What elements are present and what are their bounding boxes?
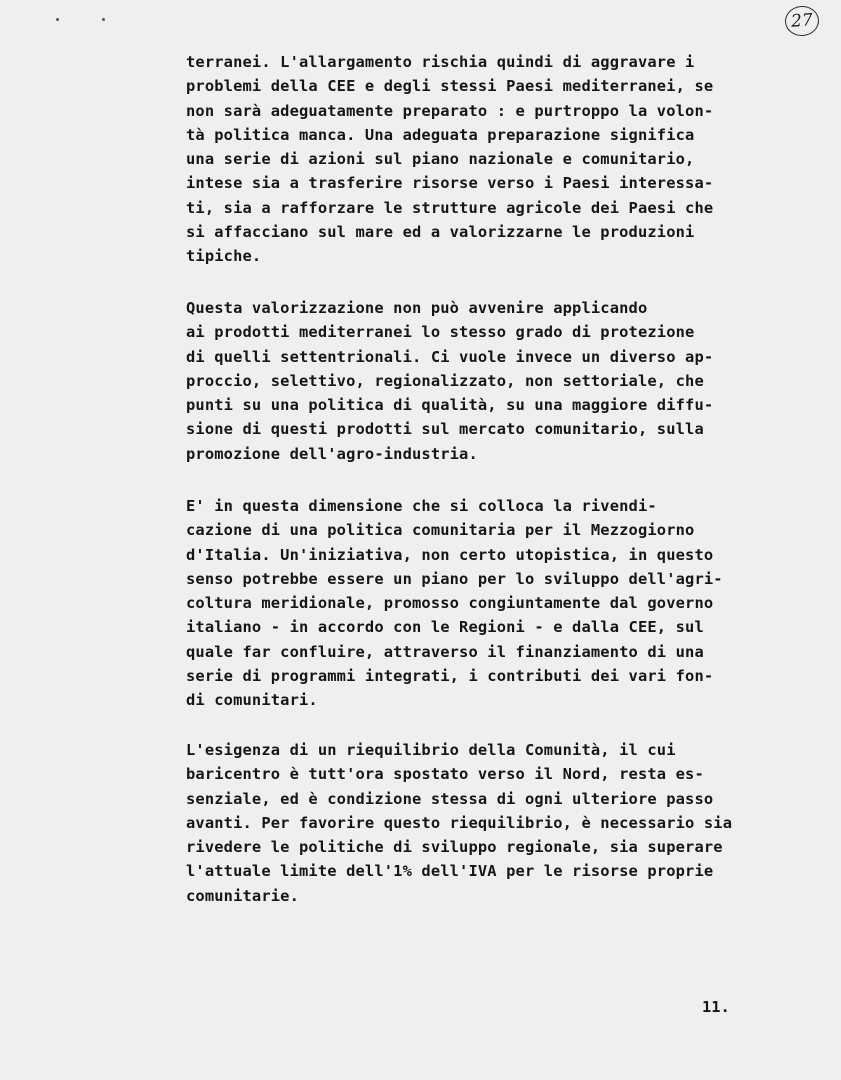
margin-dot — [56, 18, 59, 21]
paragraph-4 — [186, 738, 746, 908]
paragraph-2 — [186, 296, 746, 466]
page-number: 11. — [702, 998, 730, 1016]
archive-page-number — [784, 5, 820, 37]
paragraph-1 — [186, 50, 746, 269]
paragraph-3 — [186, 494, 746, 713]
paragraph-text: L'esigenza di un riequilibrio della Comunità, il cui baricentro è tutt'ora spostato verso il Nord, resta es- senziale, ed è condizione stessa di ogni ulteriore passo avanti. Per favorire questo riequilibrio, è necessario sia rivedere le politiche di sviluppo regionale, sia superare l'attuale limite dell'1% dell'IVA per le risorse proprie comunitarie. — [186, 741, 733, 905]
paragraph-text: E' in questa dimensione che si colloca la rivendi- cazione di una politica comunitaria per il Mezzogiorno d'Italia. Un'iniziativa, non certo utopistica, in questo senso potrebbe essere un piano per lo sviluppo dell'agri- coltura meridionale, promosso congiuntamente dal governo italiano - in accordo con le Regioni - e dalla CEE, sul quale far confluire, attraverso il finanziamento di una serie di programmi integrati, i contributi dei vari fon- di comunitari. — [186, 497, 723, 710]
paragraph-text: Questa valorizzazione non può avvenire applicando ai prodotti mediterranei lo stesso grado di protezione di quelli settentrionali. Ci vuole invece un diverso ap- proccio, selettivo, regionalizzato, non settoriale, che punti su una politica di qualità, su una maggiore diffu- sione di questi prodotti sul mercato comunitario, sulla promozione dell'agro-industria. — [186, 299, 714, 463]
archive-page-number-text: 27 — [790, 10, 814, 32]
margin-dot — [102, 18, 105, 21]
paragraph-text: terranei. L'allargamento rischia quindi di aggravare i problemi della CEE e degli stessi Paesi mediterranei, se non sarà adeguatamente preparato : e purtroppo la volon- tà politica manca. Una adeguata preparazione significa una serie di azioni sul piano nazionale e comunitario, intese sia a trasferire risorse verso i Paesi interessa- ti, sia a rafforzare le strutture agricole dei Paesi che si affacciano sul mare ed a valorizzarne le produzioni tipiche. — [186, 53, 714, 266]
